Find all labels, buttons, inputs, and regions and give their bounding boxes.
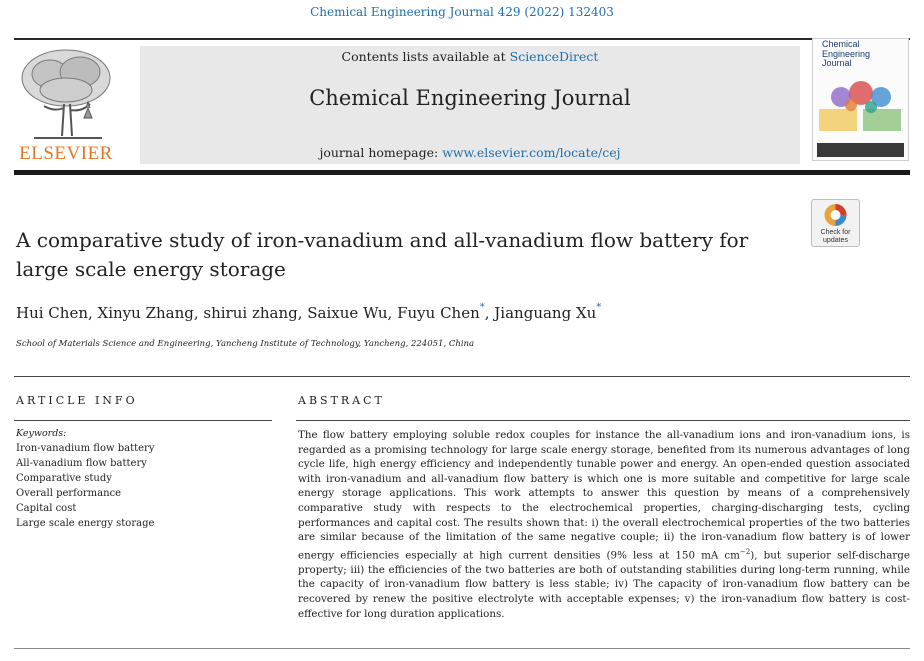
affiliation: School of Materials Science and Engineering, Yancheng Institute of Technology, Yancheng, 224051, China xyxy=(16,339,475,349)
contents-prefix: Contents lists available at xyxy=(341,49,510,64)
abstract-superscript: −2 xyxy=(739,547,751,556)
author-list: Hui Chen, Xinyu Zhang, shirui zhang, Saixue Wu, Fuyu Chen*, Jianguang Xu* xyxy=(16,302,602,322)
keywords-label: Keywords: xyxy=(16,428,67,439)
cover-journal-title: Chemical Engineering Journal xyxy=(822,39,871,68)
article-info-rule xyxy=(14,420,272,421)
keyword-item: Overall performance xyxy=(16,488,122,499)
article-title: A comparative study of iron-vanadium and all-vanadium flow battery for large scale energy storage xyxy=(16,228,749,281)
article-info-heading: ARTICLE INFO xyxy=(16,394,138,407)
abstract-rule xyxy=(296,420,910,421)
author-name[interactable]: Saixue Wu xyxy=(307,304,388,322)
keyword-item: Iron-vanadium flow battery xyxy=(16,443,155,454)
bottom-rule xyxy=(14,648,910,649)
journal-title: Chemical Engineering Journal xyxy=(309,86,631,110)
masthead-bottom-rule xyxy=(14,170,910,175)
author-name[interactable]: shirui zhang xyxy=(203,304,298,322)
keyword-item: All-vanadium flow battery xyxy=(16,458,147,469)
abstract-text xyxy=(298,428,910,621)
keywords-list xyxy=(16,441,154,531)
check-for-updates-label: Check for updates xyxy=(820,229,851,244)
author-name[interactable]: Fuyu Chen xyxy=(397,304,480,322)
publisher-wordmark: ELSEVIER xyxy=(19,143,113,164)
keyword-item: Comparative study xyxy=(16,473,112,484)
abstract-heading: ABSTRACT xyxy=(298,394,385,407)
corresponding-author-icon[interactable]: * xyxy=(479,302,485,313)
author-name[interactable]: Jianguang Xu xyxy=(494,304,597,322)
section-divider xyxy=(14,376,910,377)
sciencedirect-link[interactable]: ScienceDirect xyxy=(509,49,599,64)
abstract-text-part-2: ), but superior self-discharge property; iii) the efficiencies of the two batteries are both of outstanding stabilities during long-term running, while the capacity of iron-vanadium flow battery is less stable; iv) The capacity of iron-vanadium flow battery can be recovered by renew the positive electrolyte with acceptable expenses; v) the iron-vanadium flow battery is cost-effective for long duration applications. xyxy=(298,549,910,620)
corresponding-author-icon[interactable]: * xyxy=(596,302,602,313)
crossmark-icon xyxy=(812,200,859,230)
journal-citation[interactable]: Chemical Engineering Journal 429 (2022) 132403 xyxy=(310,5,614,19)
author-name[interactable]: Xinyu Zhang xyxy=(97,304,194,322)
homepage-line xyxy=(140,145,800,160)
contents-line xyxy=(140,49,800,64)
abstract-text-part-1: The flow battery employing soluble redox couples for instance the all-vanadium ions and iron-vanadium ions, is regarded as a promising technology for large scale energy storage, benefited from its numerous advantages of long cycle life, high energy efficiency and independently tunable power and energy. An open-ended question associated with iron-vanadium and all-vanadium flow battery is which one is more suitable and competitive for large scale energy storage applications. This work attempts to answer this question by means of a comprehensively comparative study with respects to the electrochemical properties, charging-discharging tests, cycling performances and capital cost. The results shown that: i) the overall electrochemical properties of the two batteries are similar because of the limitation of the same negative couple; ii) the iron-vanadium flow battery is of lower energy efficiencies especially at high current densities (9% less at 150 mA cm xyxy=(298,429,910,562)
homepage-link[interactable]: www.elsevier.com/locate/cej xyxy=(442,145,621,160)
author-name[interactable]: Hui Chen xyxy=(16,304,88,322)
keyword-item: Capital cost xyxy=(16,503,77,514)
homepage-prefix: journal homepage: xyxy=(319,145,443,160)
masthead-top-rule xyxy=(14,38,910,40)
keyword-item: Large scale energy storage xyxy=(16,518,155,529)
tree-icon xyxy=(14,46,118,142)
